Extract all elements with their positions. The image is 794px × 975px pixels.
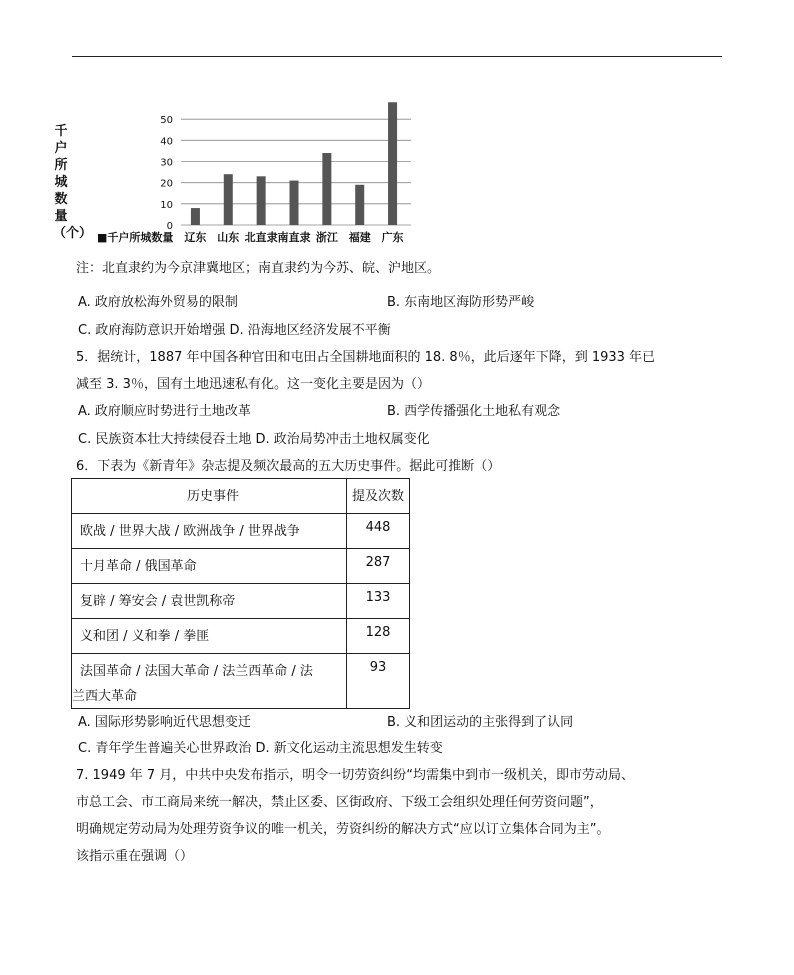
- q5-stem-line2: 减至 3. 3％，国有土地迅速私有化。这一变化主要是因为（）: [76, 377, 430, 392]
- count-cell: 133: [347, 584, 410, 619]
- table-row: [72, 654, 410, 709]
- x-tick-label: 南直隶: [277, 231, 311, 244]
- chart-ylabel: 千户所城数量（个）: [53, 124, 93, 241]
- q5-option-cd: C. 民族资本壮大持续侵吞土地 D. 政治局势冲击土地权属变化: [78, 432, 430, 447]
- bar: [257, 176, 266, 225]
- event-cell: 复辟 / 筹安会 / 袁世凯称帝: [72, 584, 347, 619]
- q7-stem-line2: 市总工会、市工商局来统一解决，禁止区委、区街政府、下级工会组织处理任何劳资问题”，: [76, 795, 603, 810]
- table-header-row: [72, 479, 410, 514]
- events-table: [71, 478, 410, 709]
- q5-option-b: B. 西学传播强化土地私有观念: [387, 404, 561, 419]
- y-tick-label: 0: [166, 221, 173, 232]
- y-tick-label: 30: [160, 157, 173, 169]
- bar: [191, 208, 200, 225]
- bar: [322, 153, 331, 225]
- q7-stem-line3: 明确规定劳动局为处理劳资争议的唯一机关，劳资纠纷的解决方式“应以订立集体合同为主”。: [76, 822, 610, 837]
- q6-option-cd: C. 青年学生普遍关心世界政治 D. 新文化运动主流思想发生转变: [78, 741, 443, 756]
- x-tick-label: 山东: [217, 231, 240, 244]
- table-row: [72, 619, 410, 654]
- q6-option-a: A. 国际形势影响近代思想变迁: [78, 715, 251, 730]
- x-tick-label: 北直隶: [244, 231, 278, 244]
- q6-stem: 6．下表为《新青年》杂志提及频次最高的五大历史事件。据此可推断（）: [76, 459, 501, 474]
- top-rule: [72, 56, 722, 57]
- table-row: [72, 549, 410, 584]
- bar: [224, 174, 233, 225]
- bar: [355, 185, 364, 225]
- bar: [388, 102, 397, 225]
- q4-option-b: B. 东南地区海防形势严峻: [387, 295, 535, 310]
- y-tick-label: 50: [160, 115, 173, 127]
- x-tick-label: 广东: [381, 231, 404, 244]
- bar-chart-svg: [85, 92, 425, 252]
- event-cell: 十月革命 / 俄国革命: [72, 549, 347, 584]
- count-cell: 448: [347, 514, 410, 549]
- count-cell: 287: [347, 549, 410, 584]
- header-event: 历史事件: [72, 479, 347, 514]
- q5-stem-line1: 5．据统计，1887 年中国各种官田和屯田占全国耕地面积的 18. 8％，此后逐年下降，到 1933 年已: [76, 350, 656, 365]
- y-tick-label: 40: [160, 136, 173, 148]
- y-tick-label: 10: [160, 199, 173, 211]
- q4-option-a: A. 政府放松海外贸易的限制: [78, 295, 238, 310]
- bar-chart: [85, 92, 425, 252]
- q7-stem-line1: 7. 1949 年 7 月，中共中央发布指示，明令一切劳资纠纷“均需集中到市一级机关，即市劳动局、: [76, 768, 635, 783]
- header-count: 提及次数: [347, 479, 410, 514]
- q5-option-a: A. 政府顺应时势进行土地改革: [78, 404, 251, 419]
- q7-stem-line4: 该指示重在强调（）: [76, 849, 194, 864]
- event-cell: 欧战 / 世界大战 / 欧洲战争 / 世界战争: [72, 514, 347, 549]
- legend-label: ■千户所城数量: [97, 231, 174, 244]
- q6-option-b: B. 义和团运动的主张得到了认同: [387, 715, 574, 730]
- event-cell: 义和团 / 义和拳 / 拳匪: [72, 619, 347, 654]
- table-row: [72, 514, 410, 549]
- table-row: [72, 584, 410, 619]
- q4-option-cd: C. 政府海防意识开始增强 D. 沿海地区经济发展不平衡: [78, 323, 391, 338]
- y-tick-label: 20: [160, 178, 173, 190]
- x-tick-label: 浙江: [315, 231, 338, 244]
- bar: [290, 181, 299, 225]
- count-cell: 128: [347, 619, 410, 654]
- x-tick-label: 福建: [348, 231, 371, 244]
- count-cell: 93: [347, 654, 410, 709]
- event-cell: 法国革命 / 法国大革命 / 法兰西革命 / 法 兰西大革命: [72, 654, 347, 709]
- chart-note: 注：北直隶约为今京津冀地区；南直隶约为今苏、皖、沪地区。: [76, 261, 441, 276]
- x-tick-label: 辽东: [184, 231, 207, 244]
